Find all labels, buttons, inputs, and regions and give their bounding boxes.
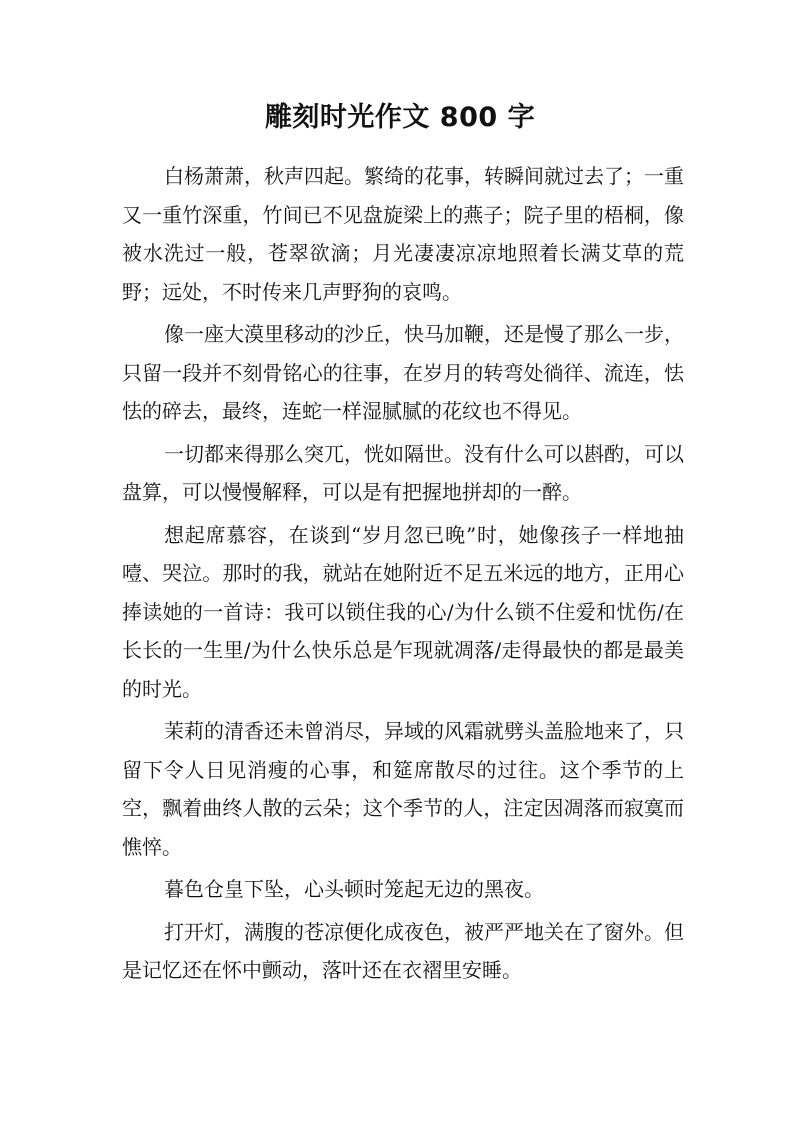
document-title: 雕刻时光作文 800 字 xyxy=(264,102,536,133)
article-body xyxy=(122,157,684,994)
paragraph-6: 暮色仓皇下坠，心头顿时笼起无边的黑夜。 xyxy=(164,877,544,901)
paragraph-1: 白杨萧萧，秋声四起。繁绮的花事，转瞬间就过去了；一重又一重竹深重，竹间已不见盘旋梁上的燕子；院子里的梧桐，像被水洗过一般，苍翠欲滴；月光凄凄凉凉地照着长满艾草的荒野；远处，不时传来几声野狗的哀鸣。 xyxy=(122,164,684,304)
paragraph-5: 茉莉的清香还未曾消尽，异域的风霜就劈头盖脸地来了，只留下令人日见消瘦的心事，和筵席散尽的过往。这个季节的上空，飘着曲终人散的云朵；这个季节的人，注定因凋落而寂寞而憔悴。 xyxy=(122,719,684,859)
paragraph-2: 像一座大漠里移动的沙丘，快马加鞭，还是慢了那么一步，只留一段并不刻骨铭心的往事，在岁月的转弯处徜徉、流连，怯怯的碎去，最终，连蛇一样湿腻腻的花纹也不得见。 xyxy=(122,322,684,423)
paragraph-3: 一切都来得那么突兀，恍如隔世。没有什么可以斟酌，可以盘算，可以慢慢解释，可以是有把握地拼却的一醉。 xyxy=(122,441,684,504)
paragraph-7: 打开灯，满腹的苍凉便化成夜色，被严严地关在了窗外。但是记忆还在怀中颤动，落叶还在衣褶里安睡。 xyxy=(122,919,684,982)
paragraph-4: 想起席慕容，在谈到“岁月忽已晚”时，她像孩子一样地抽噎、哭泣。那时的我，就站在她附近不足五米远的地方，正用心捧读她的一首诗：我可以锁住我的心/为什么锁不住爱和忧伤/在长长的一生里/为什么快乐总是乍现就凋落/走得最快的都是最美的时光。 xyxy=(122,522,684,701)
